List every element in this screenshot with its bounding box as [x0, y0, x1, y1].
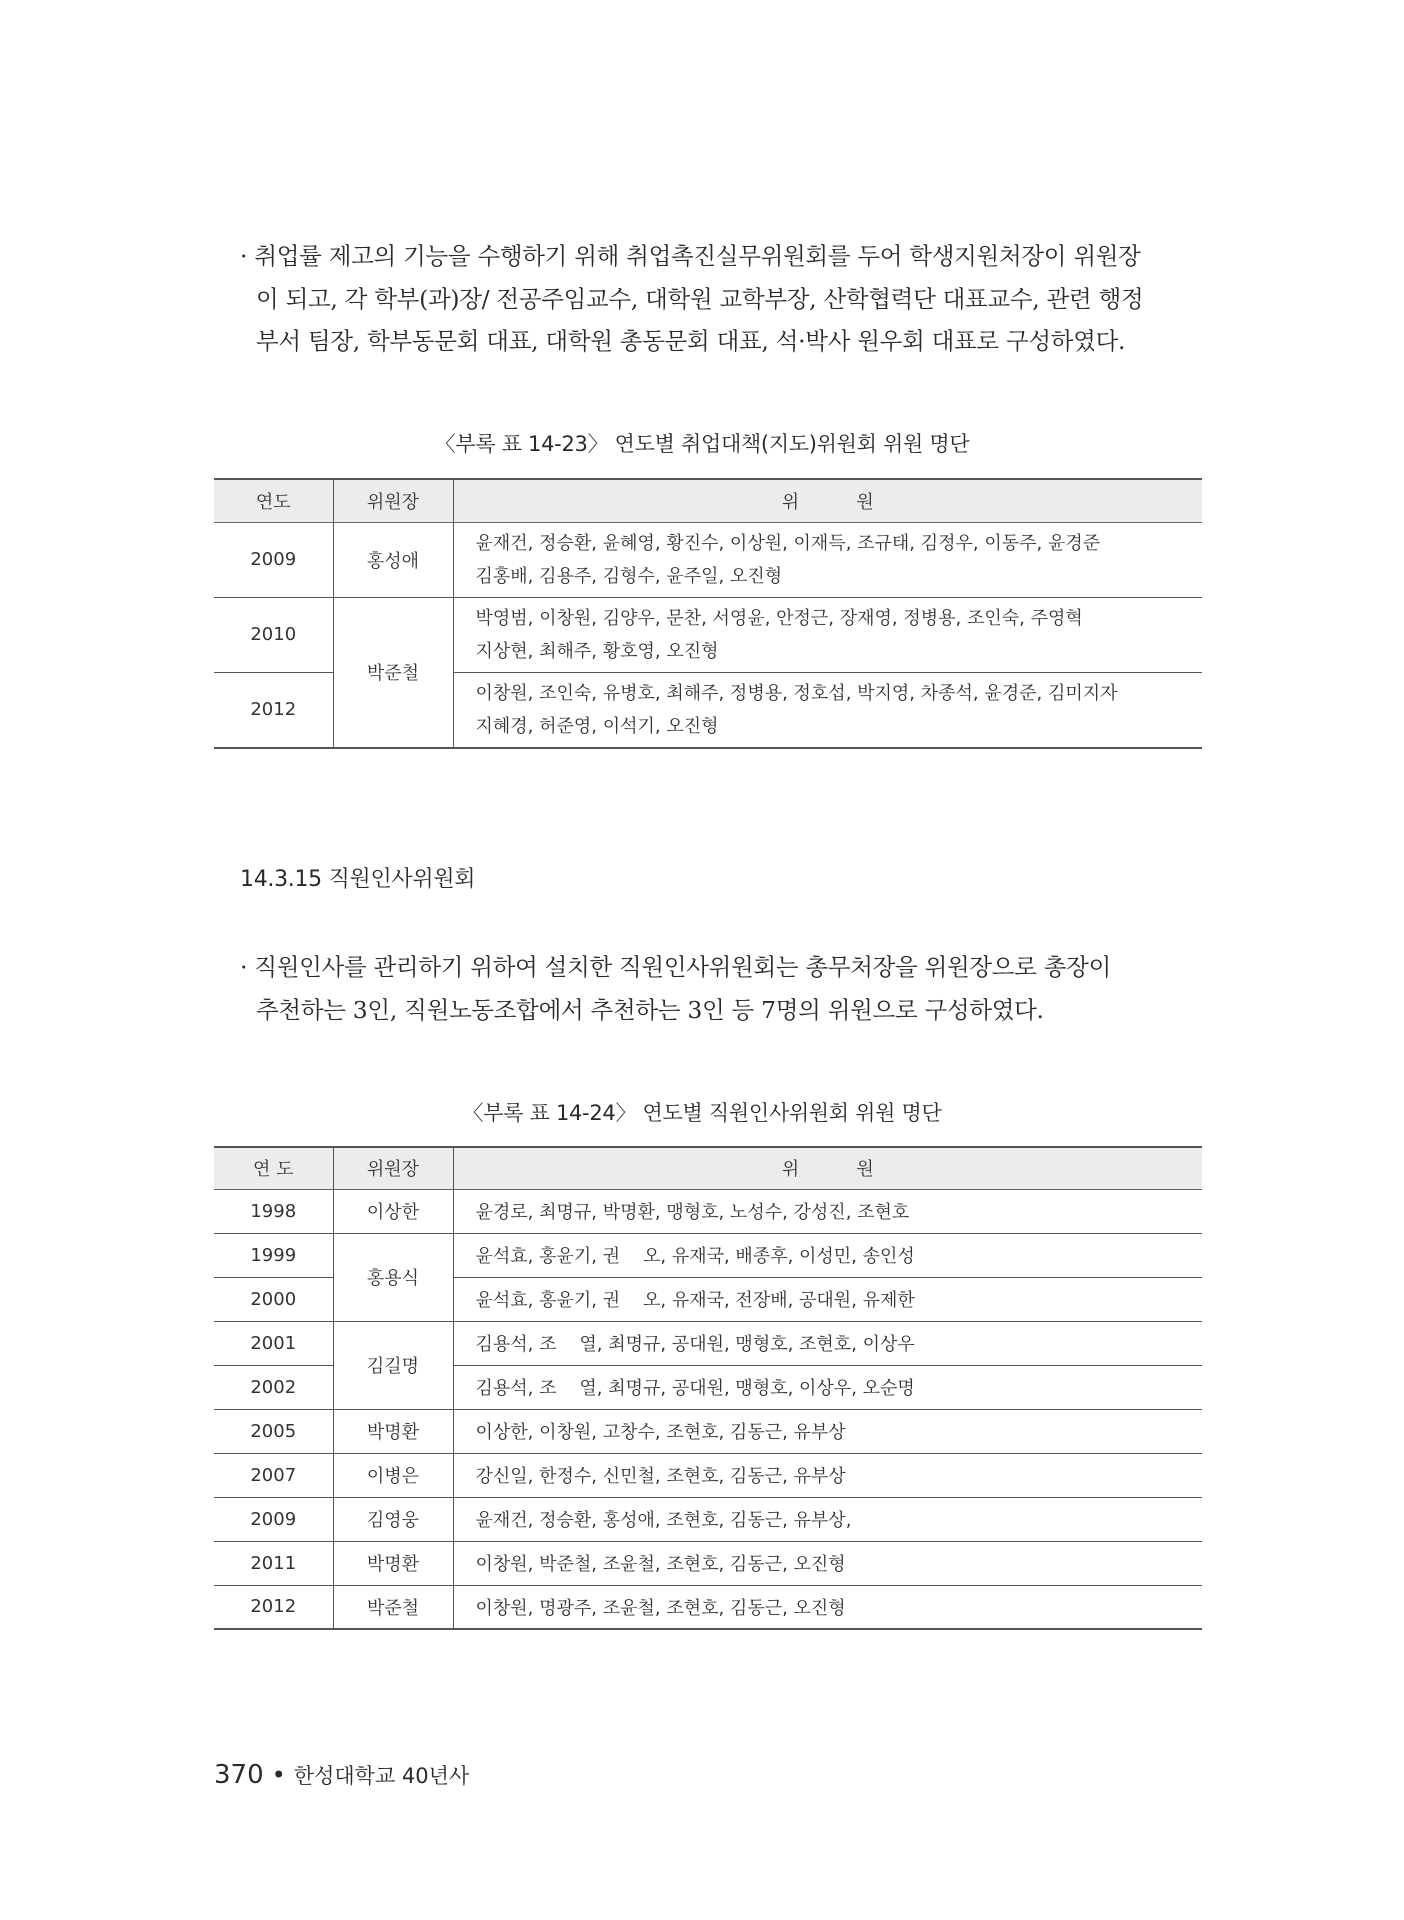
table-row — [214, 522, 1202, 597]
chair-cell: 박준철 — [333, 597, 453, 748]
table-header-row — [214, 479, 1202, 522]
year-cell: 2011 — [214, 1541, 333, 1585]
members-cell: 이창원, 박준철, 조윤철, 조현호, 김동근, 오진형 — [453, 1541, 1202, 1585]
table-row — [214, 1409, 1202, 1453]
members-cell: 강신일, 한정수, 신민철, 조현호, 김동근, 유부상 — [453, 1453, 1202, 1497]
members-line: 지혜경, 허준영, 이석기, 오진형 — [475, 715, 719, 737]
members-cell: 윤재건, 정승환, 홍성애, 조현호, 김동근, 유부상, — [453, 1497, 1202, 1541]
table-row — [214, 1541, 1202, 1585]
paragraph-line: 이 되고, 각 학부(과)장/ 전공주임교수, 대학원 교학부장, 산학협력단 대표교수, 관련 행정 — [256, 284, 1144, 313]
members-cell: 윤석효, 홍윤기, 권 오, 유재국, 전장배, 공대원, 유제한 — [453, 1277, 1202, 1321]
members-line: 박영범, 이창원, 김양우, 문찬, 서영윤, 안정근, 장재영, 정병용, 조인숙, 주영혁 — [475, 607, 1083, 629]
members-cell: 이상한, 이창원, 고창수, 조현호, 김동근, 유부상 — [453, 1409, 1202, 1453]
page-number: 370 — [214, 1760, 264, 1790]
table-row — [214, 1585, 1202, 1629]
paragraph-line: · 직원인사를 관리하기 위하여 설치한 직원인사위원회는 총무처장을 위원장으로 총장이 — [240, 953, 1111, 981]
intro-paragraph — [240, 235, 1212, 363]
year-cell: 2009 — [214, 1497, 333, 1541]
table-row — [214, 1233, 1202, 1277]
employment-committee-table — [214, 478, 1202, 749]
hr-committee-paragraph — [240, 946, 1212, 1031]
members-cell: 김용석, 조 열, 최명규, 공대원, 맹형호, 이상우, 오순명 — [453, 1365, 1202, 1409]
chair-cell: 이병은 — [333, 1453, 453, 1497]
chair-cell: 박명환 — [333, 1541, 453, 1585]
year-cell: 2000 — [214, 1277, 333, 1321]
chair-cell: 홍성애 — [333, 522, 453, 597]
members-line: 윤재건, 정승환, 윤혜영, 황진수, 이상원, 이재득, 조규태, 김정우, 이동주, 윤경준 — [475, 532, 1101, 554]
year-cell: 2010 — [214, 597, 333, 672]
header-members: 위 원 — [453, 1147, 1202, 1189]
chair-cell: 김길명 — [333, 1321, 453, 1409]
bullet-separator: • — [271, 1761, 286, 1789]
table2-caption: 〈부록 표 14-24〉 연도별 직원인사위원회 위원 명단 — [462, 1101, 942, 1125]
members-cell: 김용석, 조 열, 최명규, 공대원, 맹형호, 조현호, 이상우 — [453, 1321, 1202, 1365]
year-cell: 1998 — [214, 1189, 333, 1233]
members-cell — [453, 672, 1202, 748]
members-cell — [453, 522, 1202, 597]
paragraph-line: 부서 팀장, 학부동문회 대표, 대학원 총동문회 대표, 석·박사 원우회 대표로 구성하였다. — [256, 327, 1126, 355]
paragraph-line: · 취업률 제고의 기능을 수행하기 위해 취업촉진실무위원회를 두어 학생지원처장이 위원장 — [240, 242, 1141, 270]
year-cell: 2009 — [214, 522, 333, 597]
book-title: 한성대학교 40년사 — [293, 1764, 470, 1788]
header-chair: 위원장 — [333, 1147, 453, 1189]
chair-cell: 홍용식 — [333, 1233, 453, 1321]
members-line: 이창원, 조인숙, 유병호, 최해주, 정병용, 정호섭, 박지영, 차종석, 윤경준, 김미지자 — [475, 682, 1118, 704]
header-year: 연도 — [214, 479, 333, 522]
table-header-row — [214, 1147, 1202, 1189]
page-footer — [214, 1760, 469, 1790]
table1-caption: 〈부록 표 14-23〉 연도별 취업대책(지도)위원회 위원 명단 — [434, 432, 970, 456]
members-line: 김홍배, 김용주, 김형수, 윤주일, 오진형 — [475, 565, 783, 587]
table-row — [214, 597, 1202, 672]
year-cell: 2002 — [214, 1365, 333, 1409]
members-line: 지상현, 최해주, 황호영, 오진형 — [475, 640, 719, 662]
year-cell: 2005 — [214, 1409, 333, 1453]
chair-cell: 이상한 — [333, 1189, 453, 1233]
chair-cell: 박명환 — [333, 1409, 453, 1453]
year-cell: 2012 — [214, 672, 333, 748]
members-cell: 윤경로, 최명규, 박명환, 맹형호, 노성수, 강성진, 조현호 — [453, 1189, 1202, 1233]
year-cell: 2001 — [214, 1321, 333, 1365]
header-year: 연 도 — [214, 1147, 333, 1189]
year-cell: 2012 — [214, 1585, 333, 1629]
year-cell: 2007 — [214, 1453, 333, 1497]
chair-cell: 김영웅 — [333, 1497, 453, 1541]
members-cell: 이창원, 명광주, 조윤철, 조현호, 김동근, 오진형 — [453, 1585, 1202, 1629]
table-row — [214, 1497, 1202, 1541]
header-chair: 위원장 — [333, 479, 453, 522]
members-cell: 윤석효, 홍윤기, 권 오, 유재국, 배종후, 이성민, 송인성 — [453, 1233, 1202, 1277]
paragraph-line: 추천하는 3인, 직원노동조합에서 추천하는 3인 등 7명의 위원으로 구성하였다. — [256, 995, 1044, 1024]
header-members: 위 원 — [453, 479, 1202, 522]
year-cell: 1999 — [214, 1233, 333, 1277]
table-row — [214, 1321, 1202, 1365]
hr-committee-table — [214, 1146, 1202, 1630]
table-row — [214, 1453, 1202, 1497]
table-row — [214, 1189, 1202, 1233]
members-cell — [453, 597, 1202, 672]
section-heading: 14.3.15 직원인사위원회 — [240, 867, 476, 892]
chair-cell: 박준철 — [333, 1585, 453, 1629]
